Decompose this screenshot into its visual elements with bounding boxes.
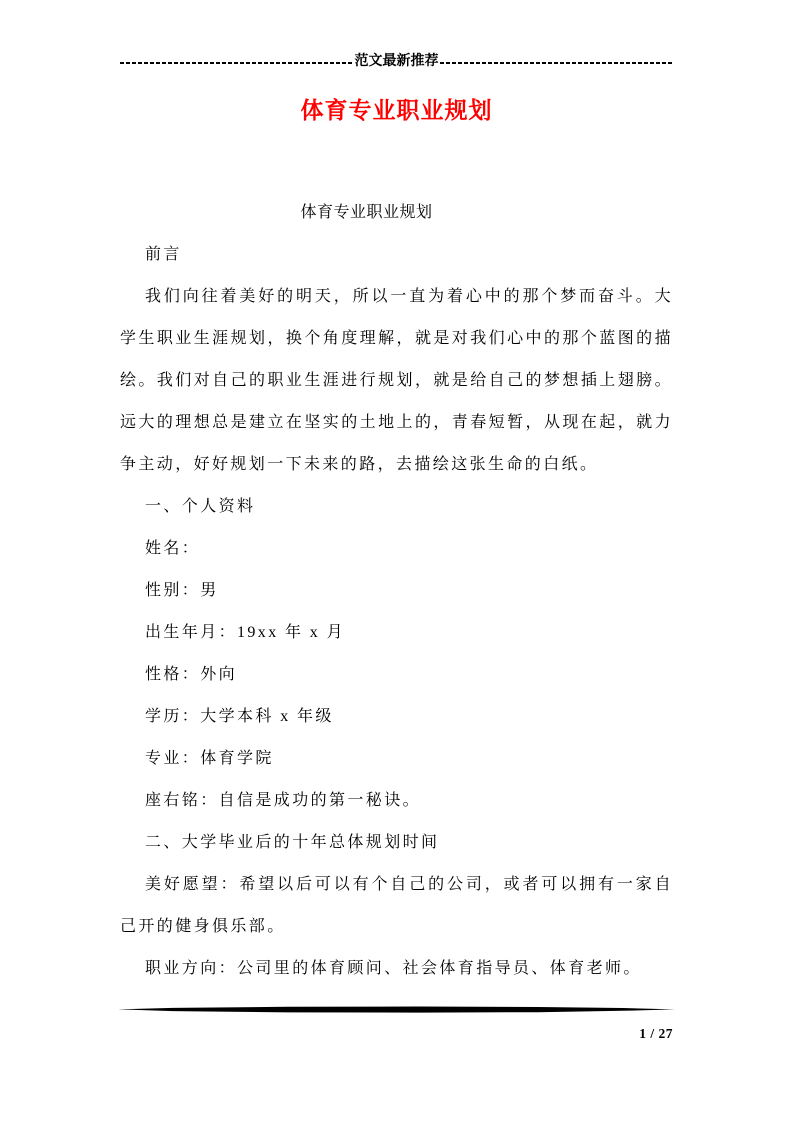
- field-gender: 性别：男: [145, 582, 219, 599]
- intro-paragraph: 我们向往着美好的明天，所以一直为着心中的那个梦而奋斗。大学生职业生涯规划，换个角度理解，就是对我们心中的那个蓝图的描绘。我们对自己的职业生涯进行规划，就是给自己的梦想插上翅膀。远大的理想总是建立在坚实的土地上的，青春短暂，从现在起，就力争主动，好好规划一下未来的路，去描绘这张生命的白纸。: [120, 288, 673, 473]
- preface-label: 前言: [145, 246, 182, 263]
- footer-rule: [118, 1006, 675, 1014]
- field-education: 学历：大学本科 x 年级: [145, 708, 334, 725]
- header-divider: [120, 52, 673, 72]
- header-label: 范文最新推荐: [354, 54, 439, 69]
- field-major: 专业：体育学院: [145, 750, 274, 767]
- page-number: 1 / 27: [639, 1026, 673, 1041]
- section-two-heading: 二、大学毕业后的十年总体规划时间: [145, 834, 440, 851]
- wish-paragraph: 美好愿望：希望以后可以有个自己的公司，或者可以拥有一家自己开的健身俱乐部。: [120, 876, 673, 935]
- dashed-line-left: [120, 62, 354, 64]
- career-direction-paragraph: 职业方向：公司里的体育顾问、社会体育指导员、体育老师。: [145, 960, 642, 977]
- body-title: 体育专业职业规划: [300, 204, 433, 221]
- document-title: 体育专业职业规划: [300, 98, 493, 123]
- section-one-heading: 一、个人资料: [145, 498, 256, 515]
- field-personality: 性格：外向: [145, 666, 238, 683]
- field-birth: 出生年月：19xx 年 x 月: [145, 624, 346, 641]
- document-body: [120, 192, 673, 990]
- field-name: 姓名：: [145, 540, 201, 557]
- dashed-line-right: [440, 62, 674, 64]
- field-motto: 座右铭：自信是成功的第一秘诀。: [145, 792, 422, 809]
